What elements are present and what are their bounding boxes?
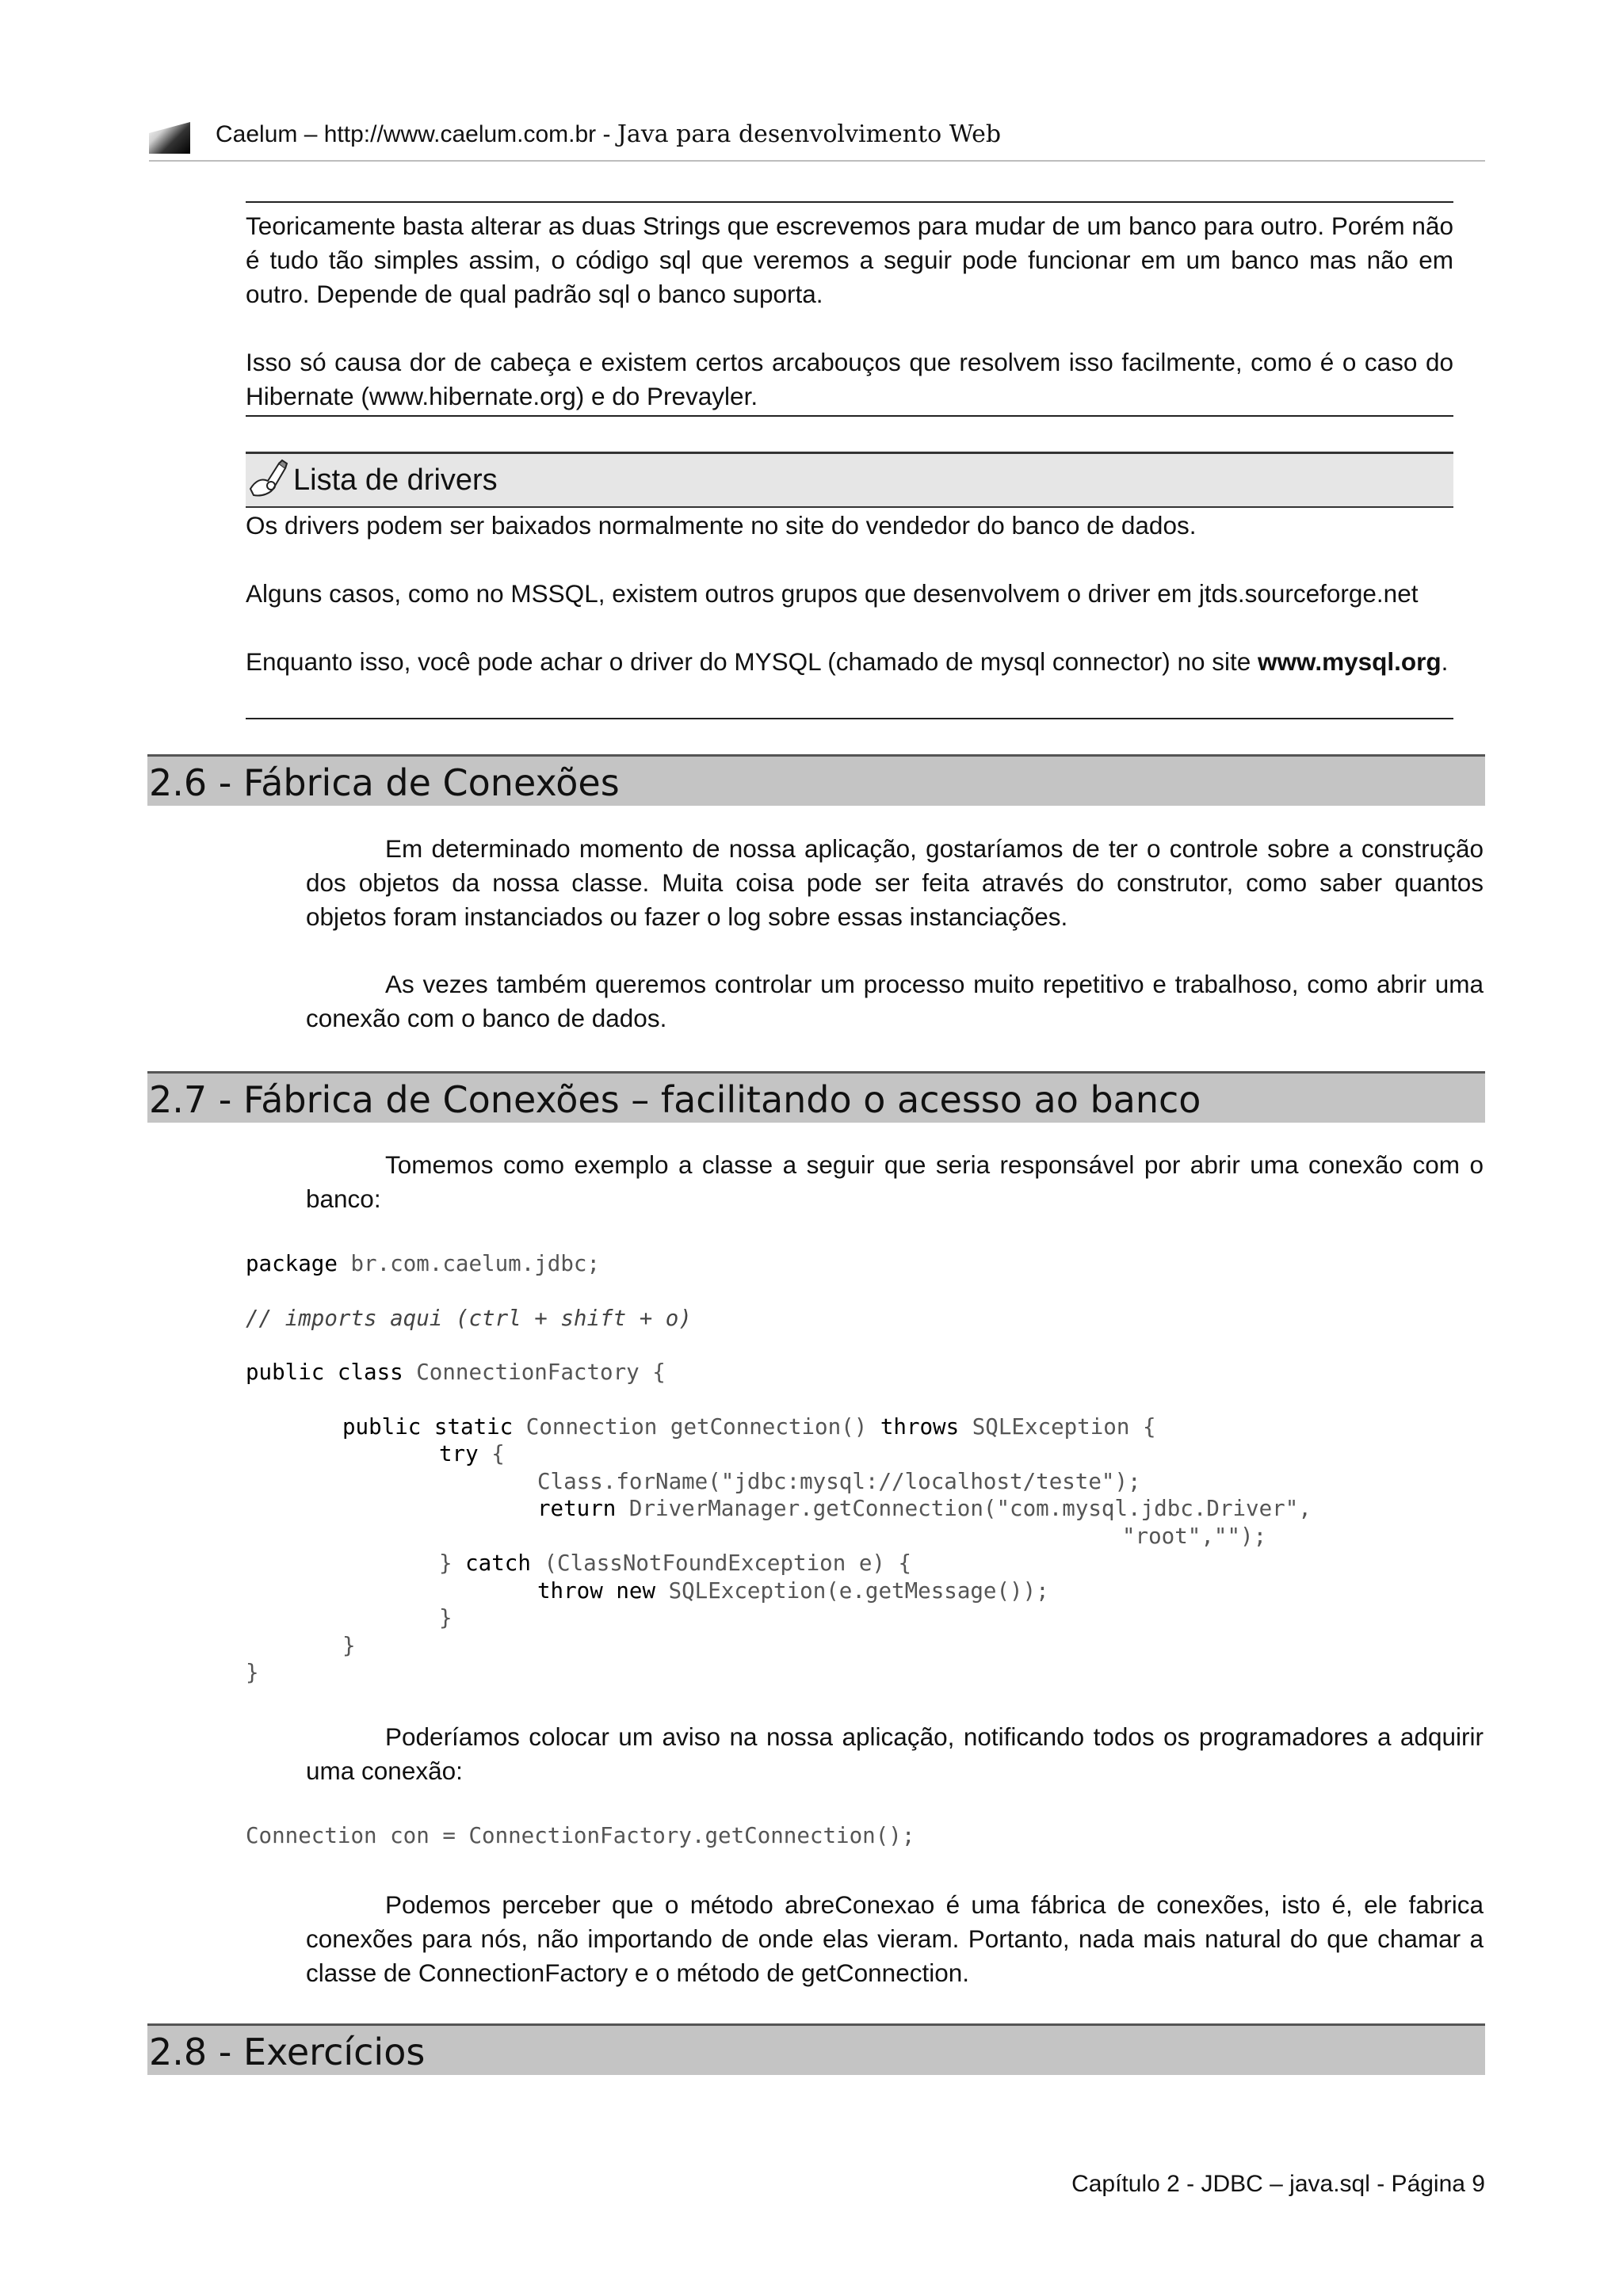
note-box-paragraph-1: Teoricamente basta alterar as duas Strings que escrevemos para mudar de um banco para outro. Porém não é tudo tão simples assim, o código sql que veremos a seguir pode funcionar em um banco mas não em outro. Depende de qual padrão sql o banco suporta. bbox=[246, 212, 1453, 308]
section-heading-2-8 bbox=[147, 2023, 1485, 2075]
header-text bbox=[216, 120, 1001, 148]
code-line-11: } bbox=[439, 1605, 453, 1630]
page-header bbox=[149, 117, 1485, 162]
code-block bbox=[246, 1250, 1312, 1687]
code-line-2: // imports aqui (ctrl + shift + o) bbox=[246, 1305, 692, 1331]
code-line-12: } bbox=[342, 1632, 356, 1658]
note-box-top-rule bbox=[246, 201, 1453, 203]
section-2-7-paragraph-2: Poderíamos colocar um aviso na nossa aplicação, notificando todos os programadores a adquirir uma conexão: bbox=[306, 1722, 1484, 1785]
code-line-1: package br.com.caelum.jdbc; bbox=[246, 1251, 601, 1276]
header-right-text: Java para desenvolvimento Web bbox=[617, 120, 1002, 148]
section-title-2-6: 2.6 - Fábrica de Conexões bbox=[149, 761, 620, 804]
caelum-logo-icon bbox=[149, 122, 190, 154]
code-line-7: return DriverManager.getConnection("com.mysql.jdbc.Driver", bbox=[537, 1496, 1312, 1521]
section-2-7-paragraph-1: Tomemos como exemplo a classe a seguir que seria responsável por abrir uma conexão com o banco: bbox=[306, 1150, 1484, 1213]
code-line-10: throw new SQLException(e.getMessage()); bbox=[537, 1577, 1049, 1604]
drivers-paragraph-3-end: . bbox=[1441, 647, 1449, 676]
code-line-6: Class.forName("jdbc:mysql://localhost/teste"); bbox=[537, 1468, 1141, 1494]
section-title-2-8: 2.8 - Exercícios bbox=[149, 2031, 426, 2073]
section-heading-2-7 bbox=[147, 1071, 1485, 1123]
note-box-paragraph-2: Isso só causa dor de cabeça e existem certos arcabouços que resolvem isso facilmente, como é o caso do Hibernate (www.hibernate.org) e do Prevayler. bbox=[246, 348, 1453, 410]
section-2-6-paragraph-1: Em determinado momento de nossa aplicação, gostaríamos de ter o controle sobre a construção dos objetos da nossa classe. Muita coisa pode ser feita através do construtor, como saber quantos objetos foram instanciados ou fazer o log sobre essas instanciações. bbox=[306, 834, 1484, 931]
code-usage-line: Connection con = ConnectionFactory.getConnection(); bbox=[246, 1823, 915, 1848]
header-left-text: Caelum – http://www.caelum.com.br - bbox=[216, 121, 617, 147]
mysql-site-link[interactable]: www.mysql.org bbox=[1258, 647, 1442, 676]
drivers-box-title: Lista de drivers bbox=[293, 463, 498, 497]
code-line-13: } bbox=[246, 1660, 259, 1685]
code-line-8: "root",""); bbox=[1122, 1523, 1267, 1549]
code-line-5: try { bbox=[439, 1441, 505, 1466]
drivers-box-header bbox=[246, 452, 1453, 508]
pencil-note-icon bbox=[247, 457, 288, 500]
section-heading-2-6 bbox=[147, 754, 1485, 806]
section-2-6-paragraph-2: As vezes também queremos controlar um processo muito repetitivo e trabalhoso, como abrir uma conexão com o banco de dados. bbox=[306, 970, 1484, 1032]
code-line-3: public class ConnectionFactory { bbox=[246, 1360, 666, 1385]
note-box-bottom-rule bbox=[246, 415, 1453, 417]
drivers-paragraph-3 bbox=[246, 645, 1453, 679]
page-footer: Capítulo 2 - JDBC – java.sql - Página 9 bbox=[1071, 2171, 1485, 2197]
section-2-7-paragraph-3: Podemos perceber que o método abreConexao é uma fábrica de conexões, isto é, ele fabrica conexões para nós, não importando de onde elas vieram. Portanto, nada mais natural do que chamar a classe de ConnectionFactory e o método de getConnection. bbox=[306, 1890, 1484, 1987]
code-line-4: public static Connection getConnection() throws SQLException { bbox=[342, 1413, 1156, 1440]
section-title-2-7: 2.7 - Fábrica de Conexões – facilitando o acesso ao banco bbox=[149, 1078, 1201, 1121]
drivers-paragraph-2: Alguns casos, como no MSSQL, existem outros grupos que desenvolvem o driver em jtds.sourceforge.net bbox=[246, 579, 1419, 608]
drivers-box-bottom-rule bbox=[246, 718, 1453, 719]
code-line-9: } catch (ClassNotFoundException e) { bbox=[439, 1550, 912, 1576]
drivers-paragraph-1: Os drivers podem ser baixados normalmente no site do vendedor do banco de dados. bbox=[246, 511, 1197, 540]
drivers-paragraph-3-text: Enquanto isso, você pode achar o driver do MYSQL (chamado de mysql connector) no site bbox=[246, 647, 1258, 676]
